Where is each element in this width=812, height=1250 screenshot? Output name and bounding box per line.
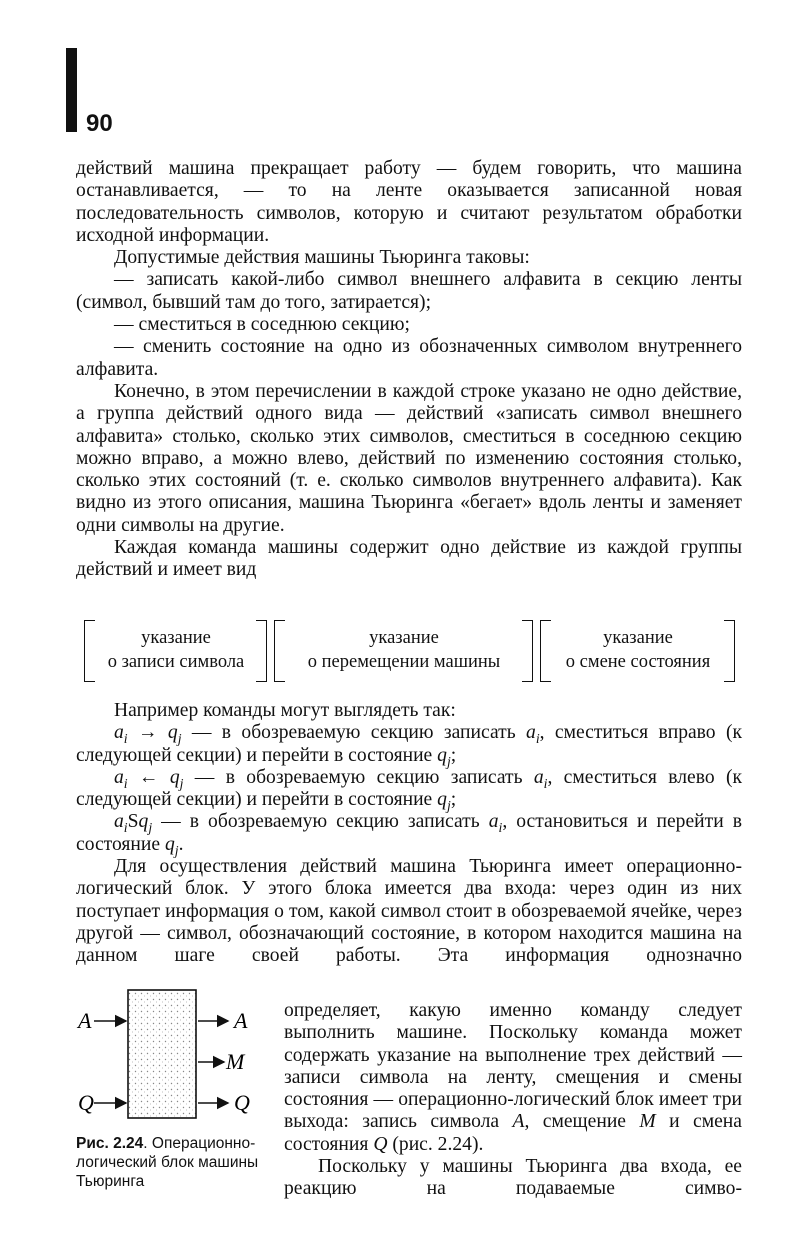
paragraph: действий машина прекращает работу — будем говорить, что машина останавливается, — то на ленте оказывается записанной новая последовательность символов, которую и считают результатом обработки исходной информации. (76, 158, 742, 246)
output-label-a: A (234, 1008, 248, 1033)
command-part-state: указание о смене состояния (565, 628, 711, 672)
bracket-right (256, 620, 267, 682)
example-command: $a_i$ ← $q_j$ — в обозреваемую секцию записать $a_i$, сместиться влево (к следующей секции) и перейти в состояние $q_j$; (76, 766, 742, 814)
text-block-beside-figure (284, 1000, 742, 1201)
figure-caption (76, 1134, 262, 1191)
logic-block (128, 990, 196, 1118)
bracket-right (724, 620, 735, 682)
bracket-right (522, 620, 533, 682)
command-part-write: указание о записи символа (107, 628, 245, 672)
paragraph: Поскольку у машины Тьюринга два входа, ее реакцию на подаваемые симво- (284, 1156, 742, 1200)
list-item: — сменить состояние на одно из обозначенных символом внутреннего алфавита. (76, 336, 742, 380)
paragraph: Например команды могут выглядеть так: (114, 700, 456, 721)
list-item: — записать какой-либо символ внешнего алфавита в секцию ленты (символ, бывший там до того, затирается); (76, 269, 742, 313)
text-block-middle (76, 700, 742, 968)
input-label-q: Q (78, 1090, 94, 1115)
figure-operational-block (74, 986, 274, 1126)
command-part-move: указание о перемещении машины (307, 628, 501, 672)
input-label-a: A (78, 1008, 92, 1033)
list-item: — сместиться в соседнюю секцию; (114, 314, 410, 336)
paragraph: Каждая команда машины содержит одно действие из каждой группы действий и имеет вид (76, 537, 742, 581)
paragraph: Допустимые действия машины Тьюринга таковы: (114, 247, 530, 269)
example-command: $a_i \to q_j$ — в обозреваемую секцию записать $a_i$, сместиться вправо (к следующей секции) и перейти в состояние $q_j$; (76, 722, 742, 769)
example-command: $a_iSq_j$ — в обозреваемую секцию записать $a_i$, остановиться и перейти в состояние $q_j$. (76, 811, 742, 858)
caption-label: Рис. 2.24 (76, 1135, 144, 1152)
caption-text: . Операционно-логический блок машины Тьюринга (76, 1135, 259, 1190)
paragraph: определяет, какую именно команду следует выполнить машине. Поскольку команда может содержать указание на выполнение трех действий — записи символа на ленту, смещения и смены состояния — операционно-логический блок имеет три выхода: запись символа A, смещение M и смена состояния Q (рис. 2.24). (284, 1000, 742, 1155)
margin-bar (66, 48, 77, 132)
page-number: 90 (86, 110, 113, 137)
text-block-top (76, 158, 742, 582)
command-template (84, 620, 736, 682)
paragraph: Конечно, в этом перечислении в каждой строке указано не одно действие, а группа действий одного вида — действий «записать символ внешнего алфавита» столько, сколько этих символов, сместиться в соседнюю секцию можно вправо, а можно влево, действий по изменению состояния столько, сколько этих состояний (т. е. сколько символов внутреннего алфавита). Как видно из этого описания, машина Тьюринга «бегает» вдоль ленты и заменяет одни символы на другие. (76, 380, 742, 536)
paragraph: Для осуществления действий машина Тьюринга имеет операционно-логический блок. У этого блока имеется два входа: через один из них поступает информация о том, какой символ стоит в обозреваемой ячейке, через другой — символ, обозначающий состояние, в котором находится машина на данном шаге своей работы. Эта информация однозначно (76, 856, 742, 967)
output-label-q: Q (234, 1090, 250, 1115)
output-label-m: M (226, 1049, 245, 1074)
